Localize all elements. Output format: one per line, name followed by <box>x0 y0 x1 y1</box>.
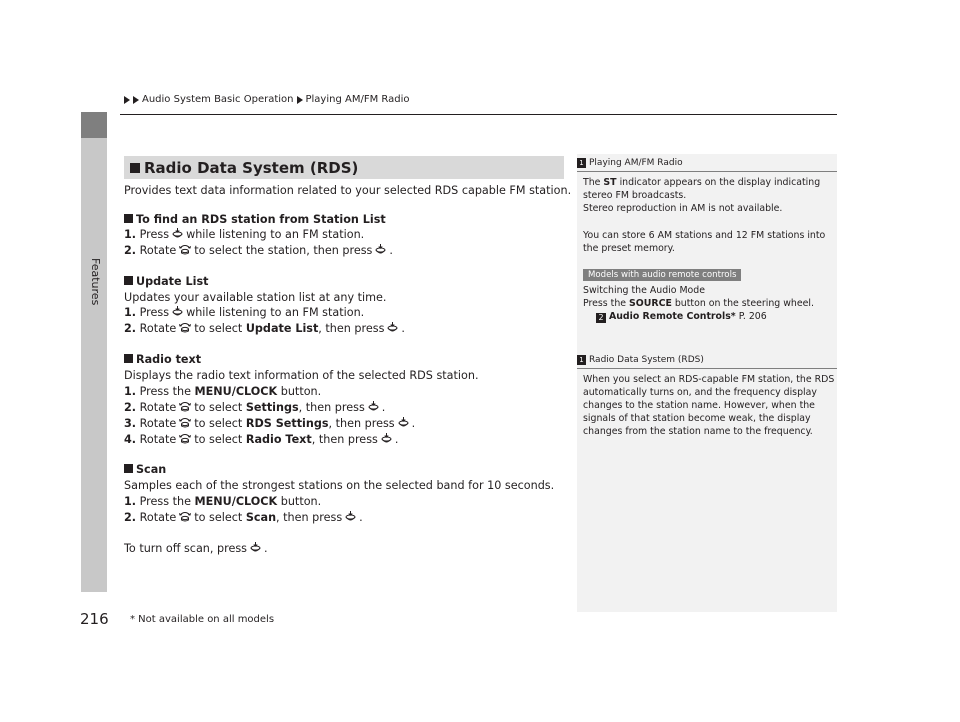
subheading-text: Scan <box>136 463 167 476</box>
punctuation: . <box>394 433 399 446</box>
step-number: 4. <box>124 433 137 446</box>
step-text: Press the <box>139 385 191 398</box>
punctuation: . <box>389 244 393 257</box>
subheading-scan <box>124 462 166 477</box>
step-text: button. <box>280 385 322 398</box>
note-title-text: Playing AM/FM Radio <box>589 158 683 168</box>
step-number: 1. <box>124 228 137 241</box>
button-name: MENU/CLOCK <box>194 385 278 398</box>
scan-off-text <box>124 541 268 558</box>
subheading-find-station <box>124 212 386 227</box>
step-text: while listening to an FM station. <box>186 228 365 241</box>
subheading-text: Update List <box>136 275 209 288</box>
step-text: , then press <box>311 433 378 446</box>
rotate-knob-icon <box>179 417 191 433</box>
note-text: Press the <box>583 298 627 309</box>
note-line: automatically turns on, and the frequency display <box>583 387 817 398</box>
step-text: Press the <box>139 495 191 508</box>
note-title-playing <box>577 158 683 168</box>
rotate-knob-icon <box>179 511 191 527</box>
note-line <box>583 176 820 189</box>
note-line: stereo FM broadcasts. <box>583 190 687 201</box>
push-knob-icon <box>381 433 392 449</box>
step-text: Press <box>139 228 170 241</box>
chapter-label: Features <box>89 258 102 306</box>
step-text: to select <box>194 401 243 414</box>
intro-text: Provides text data information related to your selected RDS capable FM station. <box>124 184 572 197</box>
menu-item-name: Scan <box>245 511 277 524</box>
note-divider <box>577 368 837 369</box>
main-content <box>124 156 572 555</box>
breadcrumb-arrow-icon <box>124 96 130 104</box>
note-divider <box>577 171 837 172</box>
step-text: Rotate <box>139 417 177 430</box>
note-text: The <box>583 177 601 188</box>
punctuation: . <box>359 511 363 524</box>
breadcrumb-level2[interactable]: Playing AM/FM Radio <box>305 94 410 105</box>
step-number: 2. <box>124 244 137 257</box>
header-divider <box>120 114 837 115</box>
menu-item-name: Radio Text <box>245 433 312 446</box>
radio-text-desc: Displays the radio text information of the selected RDS station. <box>124 369 479 382</box>
push-knob-icon <box>368 401 379 417</box>
step-text: Rotate <box>139 433 177 446</box>
note-text: button on the steering wheel. <box>674 298 814 309</box>
step-text: to select <box>194 322 243 335</box>
step-line <box>124 227 364 244</box>
step-text: to select <box>194 511 243 524</box>
section-title-bar <box>124 156 564 179</box>
step-line <box>124 494 321 509</box>
reference-title: Audio Remote Controls <box>609 311 731 322</box>
chapter-side-tab <box>81 112 107 592</box>
punctuation: . <box>411 417 416 430</box>
punctuation: . <box>401 322 405 335</box>
step-text: To turn off scan, press <box>124 542 247 555</box>
step-text: to select the station, then press <box>194 244 373 257</box>
subheading-square-icon <box>124 464 133 473</box>
push-knob-icon <box>387 322 398 338</box>
note-line: changes from the station name to the frequency. <box>583 426 813 437</box>
step-text: , then press <box>276 511 343 524</box>
note-line: Switching the Audio Mode <box>583 285 706 296</box>
step-text: while listening to an FM station. <box>186 306 365 319</box>
step-number: 1. <box>124 385 137 398</box>
step-number: 1. <box>124 495 137 508</box>
step-number: 2. <box>124 322 137 335</box>
note-line: When you select an RDS-capable FM station, the RDS <box>583 374 835 385</box>
models-badge: Models with audio remote controls <box>583 269 741 281</box>
subheading-text: To find an RDS station from Station List <box>136 213 386 226</box>
note-line: the preset memory. <box>583 243 675 254</box>
step-line <box>124 384 321 399</box>
step-line <box>124 416 415 433</box>
push-knob-icon <box>172 228 183 244</box>
note-title-text: Radio Data System (RDS) <box>589 355 704 365</box>
note-line: Stereo reproduction in AM is not available. <box>583 203 783 214</box>
step-text: , then press <box>318 322 385 335</box>
breadcrumb-arrow-icon <box>133 96 139 104</box>
step-line <box>124 432 398 449</box>
footnote-marker: * <box>730 311 736 322</box>
breadcrumb <box>124 94 410 105</box>
menu-item-name: Settings <box>245 401 299 414</box>
step-text: button. <box>280 495 322 508</box>
subheading-update-list <box>124 274 208 289</box>
note-line: You can store 6 AM stations and 12 FM stations into <box>583 230 826 241</box>
reference-arrow-icon: 2 <box>596 313 606 323</box>
step-text: to select <box>194 433 243 446</box>
note-text: indicator appears on the display indicating <box>619 177 821 188</box>
indicator-name: ST <box>603 177 617 188</box>
step-text: , then press <box>328 417 395 430</box>
push-knob-icon <box>398 417 409 433</box>
step-line <box>124 400 385 417</box>
note-marker-icon: 1 <box>577 158 586 168</box>
step-text: , then press <box>298 401 365 414</box>
step-number: 2. <box>124 511 137 524</box>
subheading-text: Radio text <box>136 353 202 366</box>
step-line <box>124 321 405 338</box>
step-line <box>124 243 393 260</box>
button-name: MENU/CLOCK <box>194 495 278 508</box>
subheading-square-icon <box>124 354 133 363</box>
step-line <box>124 305 364 322</box>
step-text: Rotate <box>139 244 177 257</box>
push-knob-icon <box>172 306 183 322</box>
push-knob-icon <box>345 511 356 527</box>
menu-item-name: RDS Settings <box>245 417 329 430</box>
rotate-knob-icon <box>179 322 191 338</box>
menu-item-name: Update List <box>245 322 319 335</box>
rotate-knob-icon <box>179 433 191 449</box>
note-marker-icon: 1 <box>577 355 586 365</box>
subheading-square-icon <box>124 276 133 285</box>
note-title-rds <box>577 355 704 365</box>
push-knob-icon <box>250 542 261 558</box>
step-number: 1. <box>124 306 137 319</box>
step-text: Rotate <box>139 401 177 414</box>
punctuation: . <box>381 401 386 414</box>
step-text: Press <box>139 306 170 319</box>
cross-reference-link[interactable] <box>596 310 767 323</box>
button-name: SOURCE <box>629 298 672 309</box>
chapter-tab-marker <box>81 112 107 138</box>
rotate-knob-icon <box>179 401 191 417</box>
reference-page: P. 206 <box>738 311 767 322</box>
section-title: Radio Data System (RDS) <box>144 158 359 177</box>
step-text: Rotate <box>139 511 177 524</box>
page-number: 216 <box>80 610 109 628</box>
note-line: changes to the station name. However, when the <box>583 400 815 411</box>
step-line <box>124 510 363 527</box>
scan-desc: Samples each of the strongest stations on the selected band for 10 seconds. <box>124 479 555 492</box>
punctuation: . <box>264 542 268 555</box>
note-line: signals of that station become weak, the display <box>583 413 811 424</box>
note-line <box>583 297 814 310</box>
step-number: 2. <box>124 401 137 414</box>
subheading-radio-text <box>124 352 201 367</box>
step-number: 3. <box>124 417 137 430</box>
breadcrumb-arrow-icon <box>297 96 303 104</box>
rotate-knob-icon <box>179 244 191 260</box>
subheading-square-icon <box>124 214 133 223</box>
push-knob-icon <box>375 244 386 260</box>
step-text: Rotate <box>139 322 177 335</box>
step-text: to select <box>194 417 243 430</box>
footnote: * Not available on all models <box>130 614 275 625</box>
breadcrumb-level1[interactable]: Audio System Basic Operation <box>142 94 294 105</box>
update-list-desc: Updates your available station list at any time. <box>124 291 387 304</box>
section-square-icon <box>130 163 140 173</box>
